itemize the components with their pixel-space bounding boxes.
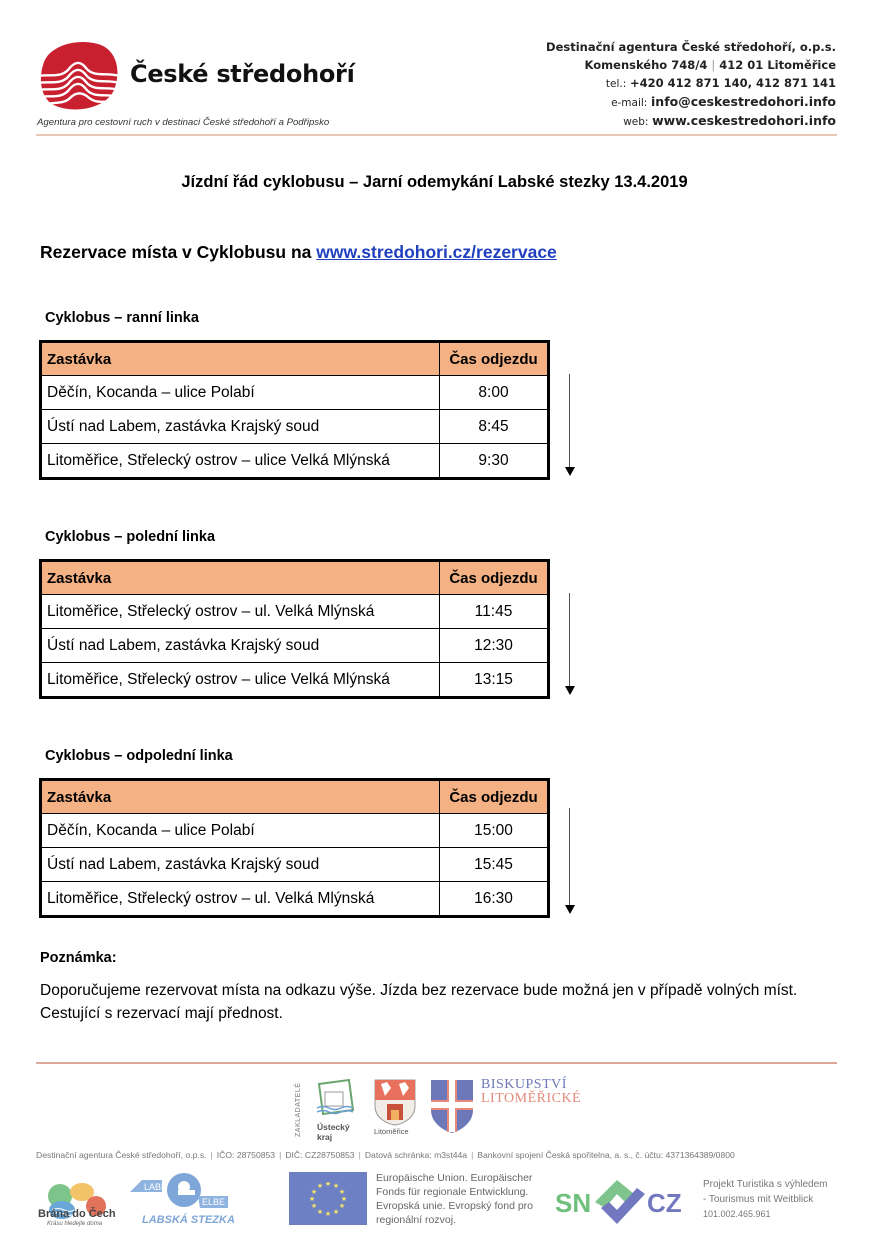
- svg-text:★: ★: [308, 1195, 316, 1203]
- bishopric-line1: BISKUPSTVÍ: [481, 1077, 567, 1092]
- svg-text:★: ★: [338, 1188, 346, 1196]
- ustecky-kraj-label: Ústecký kraj: [317, 1122, 350, 1142]
- litomerice-label: Litoměřice: [374, 1127, 409, 1136]
- svg-text:★: ★: [324, 1210, 332, 1218]
- labe-word: LABE: [144, 1182, 168, 1192]
- phone-label: tel.:: [605, 78, 627, 90]
- litomerice-coat-of-arms-icon: [373, 1078, 417, 1126]
- header-time: Čas odjezdu: [440, 561, 549, 595]
- legal-info: Destinační agentura České středohoří, o.p.s. | IČO: 28750853 | DIČ: CZ28750853 | Datová schránka: m3st44a | Bankovní spojení Česká spořitelna, a. s., č. účtu: 4371364389/0800: [36, 1150, 735, 1160]
- svg-text:★: ★: [310, 1188, 318, 1196]
- address: [546, 56, 836, 74]
- stop-cell: Litoměřice, Střelecký ostrov – ulice Velká Mlýnská: [41, 663, 440, 698]
- time-cell: 12:30: [440, 629, 549, 663]
- note-title: Poznámka:: [40, 950, 117, 966]
- bishopric-line2: LITOMĚŘICKÉ: [481, 1091, 582, 1106]
- header-stop: Zastávka: [41, 561, 440, 595]
- section-noon: [39, 529, 599, 699]
- section-title: Cyklobus – ranní linka: [45, 310, 199, 326]
- reservation-text: Rezervace místa v Cyklobusu na: [40, 242, 317, 262]
- time-cell: 8:00: [440, 376, 549, 410]
- table-row: [41, 376, 549, 410]
- ustecky-kraj-logo-icon: [315, 1078, 357, 1118]
- table-row: [41, 882, 549, 917]
- tagline: Agentura pro cestovní ruch v destinaci České středohoří a Podřipsko: [37, 117, 330, 128]
- table-row: [41, 595, 549, 629]
- time-cell: 16:30: [440, 882, 549, 917]
- sn-text: SN: [555, 1188, 592, 1218]
- eu-text-line: Fonds für regionale Entwicklung.: [376, 1186, 529, 1198]
- web-label: web:: [623, 116, 649, 128]
- email-line: [546, 93, 836, 112]
- table-row: [41, 848, 549, 882]
- project-number: 101.002.465.961: [703, 1209, 771, 1219]
- project-info: [703, 1177, 828, 1222]
- time-cell: 15:45: [440, 848, 549, 882]
- cz-text: CZ: [647, 1188, 682, 1218]
- page-title: Jízdní řád cyklobusu – Jarní odemykání Labské stezky 13.4.2019: [181, 173, 688, 191]
- eu-text-line: Europäische Union. Europäischer: [376, 1172, 533, 1184]
- table-header-row: [41, 780, 549, 814]
- table-row: [41, 814, 549, 848]
- time-cell: 9:30: [440, 444, 549, 479]
- stop-cell: Litoměřice, Střelecký ostrov – ulice Velká Mlýnská: [41, 444, 440, 479]
- bishopric-name: [481, 1078, 581, 1106]
- eu-text-line: regionální rozvoj.: [376, 1214, 456, 1226]
- eu-flag-icon: [289, 1172, 367, 1225]
- direction-arrow-icon: [565, 808, 575, 914]
- svg-text:★: ★: [340, 1195, 348, 1203]
- table-header-row: [41, 561, 549, 595]
- city: 412 01 Litoměřice: [719, 58, 836, 72]
- web-line: [546, 112, 836, 131]
- header-stop: Zastávka: [41, 342, 440, 376]
- header-divider: [36, 134, 837, 136]
- table-header-row: [41, 342, 549, 376]
- reservation-line: [40, 242, 557, 263]
- table-row: [41, 663, 549, 698]
- eu-funding-text: [376, 1171, 533, 1227]
- timetable: [39, 340, 550, 480]
- svg-text:★: ★: [316, 1208, 324, 1216]
- section-afternoon: [39, 748, 599, 918]
- table-row: [41, 629, 549, 663]
- phone-line: [546, 74, 836, 93]
- sn-cz-logo-icon: [555, 1172, 695, 1228]
- project-line1: Projekt Turistika s výhledem: [703, 1179, 828, 1190]
- time-cell: 15:00: [440, 814, 549, 848]
- legal-ico: IČO: 28750853: [216, 1150, 276, 1160]
- legal-dic: DIČ: CZ28750853: [285, 1150, 355, 1160]
- direction-arrow-icon: [565, 593, 575, 695]
- svg-text:★: ★: [338, 1202, 346, 1210]
- web-link[interactable]: www.ceskestredohori.info: [652, 113, 836, 128]
- header-stop: Zastávka: [41, 780, 440, 814]
- email-label: e-mail:: [611, 97, 648, 109]
- time-cell: 11:45: [440, 595, 549, 629]
- stop-cell: Litoměřice, Střelecký ostrov – ul. Velká Mlýnská: [41, 595, 440, 629]
- brana-do-cech-slogan: Krásu hledejte doma: [47, 1221, 103, 1227]
- eu-text-line: Evropská unie. Evropský fond pro: [376, 1200, 533, 1212]
- svg-text:★: ★: [324, 1180, 332, 1188]
- section-title: Cyklobus – polední linka: [45, 529, 216, 545]
- brana-do-cech-name: Brána do Čech: [38, 1208, 116, 1220]
- table-row: [41, 410, 549, 444]
- contact-block: [546, 38, 836, 131]
- footer-divider: [36, 1062, 837, 1064]
- svg-text:★: ★: [332, 1208, 340, 1216]
- timetable: [39, 778, 550, 918]
- brand-name: České středohoří: [130, 60, 355, 88]
- stop-cell: Ústí nad Labem, zastávka Krajský soud: [41, 629, 440, 663]
- direction-arrow-icon: [565, 374, 575, 476]
- labska-stezka-name: LABSKÁ STEZKA: [142, 1214, 235, 1226]
- stop-cell: Ústí nad Labem, zastávka Krajský soud: [41, 410, 440, 444]
- labska-stezka-logo-icon: [128, 1170, 238, 1210]
- legal-org: Destinační agentura České středohoří, o.p.s.: [36, 1150, 207, 1160]
- svg-text:★: ★: [310, 1202, 318, 1210]
- svg-text:★: ★: [332, 1182, 340, 1190]
- section-title: Cyklobus – odpolední linka: [45, 748, 233, 764]
- table-row: [41, 444, 549, 479]
- svg-text:★: ★: [316, 1182, 324, 1190]
- header-time: Čas odjezdu: [440, 342, 549, 376]
- legal-bank: Bankovní spojení Česká spořitelna, a. s., č. účtu: 4371364389/0800: [477, 1150, 735, 1160]
- stop-cell: Ústí nad Labem, zastávka Krajský soud: [41, 848, 440, 882]
- founders-label: ZAKLADATELÉ: [295, 1082, 302, 1137]
- time-cell: 8:45: [440, 410, 549, 444]
- note-text: Doporučujeme rezervovat místa na odkazu výše. Jízda bez rezervace bude možná jen v případě volných míst. Cestující s rezervací mají přednost.: [40, 982, 798, 1022]
- section-morning: [39, 310, 599, 480]
- separator: |: [711, 58, 716, 72]
- project-line2: - Tourismus mit Weitblick: [703, 1194, 814, 1205]
- time-cell: 13:15: [440, 663, 549, 698]
- timetable: [39, 559, 550, 699]
- email-link[interactable]: info@ceskestredohori.info: [651, 94, 836, 109]
- bishopric-shield-icon: [429, 1078, 475, 1134]
- phone: +420 412 871 140, 412 871 141: [629, 76, 836, 90]
- reservation-link[interactable]: www.stredohori.cz/rezervace: [316, 242, 557, 262]
- legal-databox: Datová schránka: m3st44a: [364, 1150, 468, 1160]
- ceske-stredohori-logo-icon: [36, 40, 120, 112]
- stop-cell: Litoměřice, Střelecký ostrov – ul. Velká Mlýnská: [41, 882, 440, 917]
- organization-name: Destinační agentura České středohoří, o.p.s.: [546, 40, 836, 54]
- stop-cell: Děčín, Kocanda – ulice Polabí: [41, 376, 440, 410]
- elbe-word: ELBE: [202, 1197, 226, 1207]
- header-time: Čas odjezdu: [440, 780, 549, 814]
- street: Komenského 748/4: [584, 58, 708, 72]
- stop-cell: Děčín, Kocanda – ulice Polabí: [41, 814, 440, 848]
